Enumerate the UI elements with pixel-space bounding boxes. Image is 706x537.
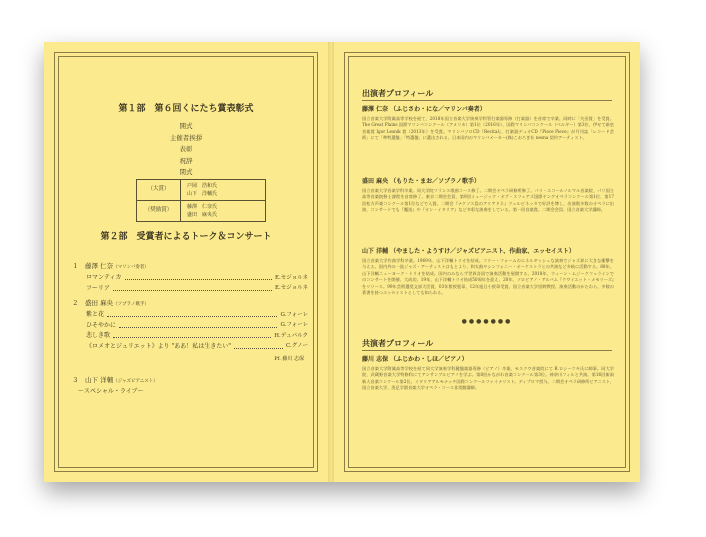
performer-role: （ソプラノ歌手）	[113, 302, 149, 307]
profile-text: 国立音楽大学音楽学科卒業。同大学院フランス歌曲コース修了。二期会オペラ研修所修了。パリ・エコールノルマル音楽院、パリ国立高等音楽院修士課程を首席修了。東京二期会会員、第9回ミュージック・オブ・スフェアズ国際ヤングオペラコンクール第1位、第17回松方声楽コンクール第1位などで入賞。二期会『ナクソス島のアリアドネ』ツェルビネッタで好評を博し、出演数多数のオペラに出演、コンサートでも『魔笛』や『オン・イタリア』など多彩な演奏をしている。第一回音楽賞。二期会会員、国立音楽大学講師。	[362, 187, 614, 213]
performer-heading: １ 藤澤 仁奈	[72, 262, 114, 270]
piece-title: ～スペシャル・ライブ～	[78, 388, 144, 396]
piece-title: フーリア	[86, 284, 110, 292]
awardee-name: 戸岡 浩和氏	[187, 183, 218, 189]
piece-composer: G.フォーレ	[280, 322, 308, 329]
left-page	[44, 42, 328, 482]
profile-name: 藤澤 仁奈 （ふじさわ・にな／マリンバ奏者）	[362, 106, 486, 113]
profile-text: 国立音楽大学附属高等学校を経て同大学演奏学科鍵盤楽器専修（ピアノ）卒業。モスクワ音楽院にて R.ロシーツキ氏に師事。同大学院、武蔵野音楽大学特修科にてアンサンブルピアノを学ぶ。第8回かながわ音楽コンクール第3位。神奈川フィルと共演。第16回新潟新人音楽コンクール第2位。イタリアアルモナッチ国際コンクールファイナリスト。ディプロマ授与。二期会オペラ研修所ピアニスト、国立音楽大学、洗足学園音楽大学オペラ・コース非常勤講師。	[362, 365, 614, 391]
piece-title: 《ロメオとジュリエット》より "ああ！私は生きたい"	[86, 342, 232, 350]
ceremony-item: 主催者挨拶	[169, 133, 203, 142]
piece-composer: G.フォーレ	[280, 311, 308, 318]
profile-name: 盛田 麻央 （もりた・まお／ソプラノ歌手）	[362, 178, 480, 185]
program-spread	[44, 42, 640, 482]
ceremony-order	[44, 122, 328, 180]
piece-title: ひそやかに	[86, 321, 117, 329]
piece-title: 紫と花	[86, 311, 105, 319]
awardee-name: 山下 洋輔氏	[187, 191, 218, 197]
profile-name: 藤川 志保 （ふじかわ・しほ／ピアノ）	[362, 356, 468, 363]
piece-composer: H.デュパルク	[274, 332, 308, 339]
ceremony-item: 祝辞	[179, 156, 193, 165]
part2-title: 第２部 受賞者によるトーク＆コンサート	[100, 232, 272, 242]
performer-role: （ジャズピアニスト）	[113, 379, 158, 384]
program-piece	[72, 310, 308, 321]
awardees-table	[136, 179, 266, 222]
profile-entry	[362, 106, 614, 142]
program-piece	[72, 331, 308, 342]
ceremony-item: 表彰	[179, 145, 193, 153]
profile-entry	[362, 248, 614, 297]
section-divider	[362, 350, 612, 351]
piece-composer: E.セジョルネ	[275, 274, 308, 281]
piece-title: 悲しき歌	[86, 332, 111, 340]
awardee-name: 盛田 麻央氏	[187, 212, 218, 218]
piece-composer: E.セジョルネ	[275, 285, 308, 292]
performer-role: （マリンバ奏者）	[113, 265, 149, 270]
ceremony-item: 閉式	[179, 168, 193, 176]
profile-text: 国立音楽大学附属高等学校を経て、2018年国立音楽大学演奏学科管打楽器専修（打楽器）を首席で卒業。同時に「矢田賞」を受賞。The Great Plains 国際マリンバコンクール（アメリカ）第1位（2016年）、国際マリンバコンクール（ベルギー）第3位、伊せて新皇音楽賞 Igor Lesnik 賞（2013年）を受賞。マリンバソロCD『Recital』、打楽器デュオCD『Piece Piece』が月刊誌「レコード芸術」にて「準特選盤」「特選盤」に選出される。日本国内のマリンバメーカー(株)こおろぎ社 nesna 契約アーティスト。	[362, 115, 614, 141]
separator-dots: ●●●●●●●	[461, 318, 513, 325]
program-piece	[72, 320, 308, 331]
piece-composer: C.グノー	[286, 343, 308, 350]
performer-block	[72, 299, 308, 352]
section-title-coperformers: 共演者プロフィール	[362, 338, 434, 348]
award-category: （大賞）	[137, 180, 181, 200]
performer-block	[72, 376, 308, 397]
profile-entry	[362, 356, 614, 392]
program-piece	[72, 283, 308, 294]
awardee-row	[137, 180, 265, 201]
profile-entry	[362, 178, 614, 214]
profile-name: 山下 洋輔 （やました・ようすけ／ジャズピアニスト、作曲家、エッセイスト）	[362, 248, 575, 255]
performer-block	[72, 262, 308, 294]
right-page	[334, 42, 640, 482]
section-title-performers: 出演者プロフィール	[362, 88, 434, 98]
part1-title: 第１部 第６回くにたち賞表彰式	[118, 104, 254, 114]
program-piece	[72, 387, 308, 398]
program-piece	[72, 341, 308, 352]
performer-heading: ２ 盛田 麻央	[72, 299, 114, 307]
profile-text: 国立音楽大学作曲学科卒業。1969年、山下洋輔トリオを結成。フリー・フォームのエネルギッシュな演奏でジャズ界に大きな衝撃を与える。国内外の一流ジャズ・アーティストはもとより、和太鼓やシンフォニー・オーケストラとの共演など多岐に活動する。88年、山下洋輔ニューヨーク・トリオを結成。国内のみならず世界各国で演奏活動を展開する。2018年、ウィーン・ムジークフェラインでのコンサートを開催、大成功。19年、山下洋輔トリオ結成50周年を迎え、20年、ソロピアノ・アルバム『クワイエット・メモリーズ』をリリース。99年芸術選奨文部大臣賞、03年紫綬褒章、12年旭日小綬章受賞。国立音楽大学招聘教授。演奏活動のかたわら、多数の著書を持つエッセイストとしても知られる。	[362, 257, 614, 296]
accompanist-note: Pf. 藤川 志保	[274, 356, 304, 362]
awardee-row	[137, 201, 265, 221]
awardee-name: 藤澤 仁奈氏	[187, 204, 218, 210]
award-category: （奨励賞）	[137, 201, 181, 221]
piece-title: ロマンティカ	[86, 274, 122, 282]
ceremony-item: 開式	[179, 122, 193, 130]
section-divider	[362, 100, 612, 101]
program-piece	[72, 273, 308, 284]
performer-heading: ３ 山下 洋輔	[72, 376, 114, 384]
